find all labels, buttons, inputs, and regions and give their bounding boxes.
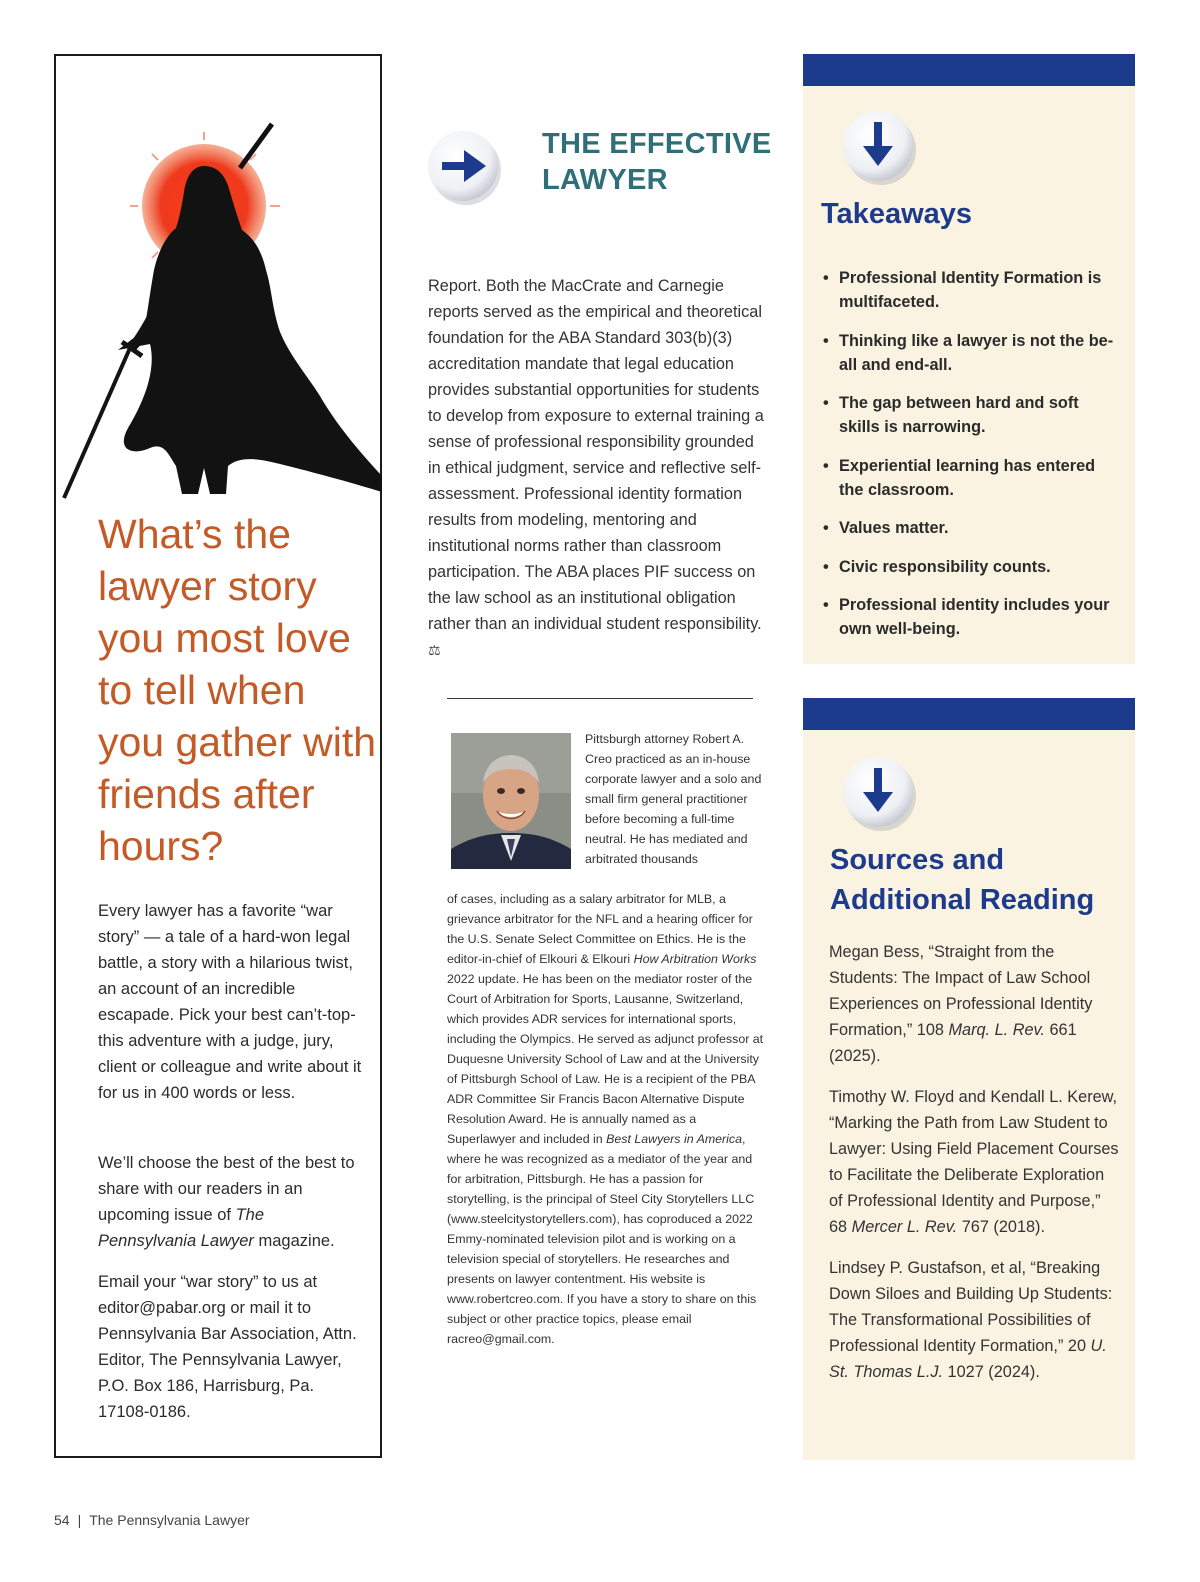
source-text: Lindsey P. Gustafson, et al, “Breaking Down Siloes and Building Up Students: The Transformational Possibilities of Professional Identity Formation,” 20 (829, 1259, 1113, 1355)
magazine-name: The Pennsylvania Lawyer (98, 1206, 265, 1250)
takeaway-item (823, 593, 1123, 641)
article-body-paragraph (428, 273, 764, 663)
source-entry (829, 939, 1119, 1069)
takeaways-title: Takeaways (821, 198, 973, 230)
bullet-icon: • (823, 596, 829, 614)
author-photo (451, 733, 571, 869)
author-bio-intro: Pittsburgh attorney Robert A. Creo practiced as an in-house corporate lawyer and a solo and small firm general practitioner before becoming a full-time neutral. He has mediated and arbitrated thousands (585, 732, 762, 866)
takeaway-text: Civic responsibility counts. (839, 557, 1051, 576)
takeaways-panel (803, 54, 1135, 664)
bullet-icon: • (823, 519, 829, 537)
bullet-icon: • (823, 557, 829, 576)
bullet-icon: • (823, 456, 829, 475)
journal-name: Marq. L. Rev. (948, 1021, 1045, 1039)
takeaway-item (823, 266, 1123, 314)
bio-text-3: , where he was recognized as a mediator of the year and for arbitration, Pittsburgh. He has a passion for storytelling, is the principal of Steel City Storytellers LLC (www.steelcitystorytellers.com), has coproduced a 2022 Emmy-nominated television pilot and is working on a television special of storytellers. He researches and presents on lawyer contentment. His website is www.robertcreo.com. If you have a story to share on this subject or other practice topics, please email racreo@gmail.com. (447, 1132, 757, 1346)
takeaway-text: Experiential learning has entered the classroom. (839, 456, 1096, 499)
takeaway-text: The gap between hard and soft skills is narrowing. (839, 394, 1079, 436)
takeaways-list (823, 266, 1123, 656)
promo-paragraph-contact: Email your “war story” to us at editor@pabar.org or mail it to Pennsylvania Bar Association, Attn. Editor, The Pennsylvania Lawyer, P.O. Box 186, Harrisburg, Pa. 17108-0186. (98, 1273, 357, 1421)
sources-list (829, 939, 1119, 1400)
article-body-text: Report. Both the MacCrate and Carnegie reports served as the empirical and theoretical foundation for the ABA Standard 303(b)(3) accreditation mandate that legal education provides substantial opportunities for students to develop from exposure to external training a sense of professional responsibility grounded in ethical judgment, service and reflective self-assessment. Professional identity formation results from modeling, mentoring and institutional norms rather than classroom participation. The ABA places PIF success on the law school as an institutional obligation rather than an individual student responsibility. (428, 277, 764, 633)
section-title-line-1: THE EFFECTIVE (542, 128, 772, 160)
takeaway-item (823, 555, 1123, 579)
promo-paragraph-selection (98, 1150, 366, 1254)
section-title (542, 126, 782, 198)
arrow-down-icon (839, 108, 919, 188)
source-entry (829, 1084, 1119, 1240)
publication-title: Best Lawyers in America (606, 1132, 743, 1146)
takeaways-header-bar (803, 54, 1135, 86)
sources-title: Sources and Additional Reading (830, 844, 1095, 916)
arrow-right-icon (424, 128, 504, 208)
takeaway-item (823, 454, 1123, 502)
journal-name: U. St. Thomas L.J. (829, 1337, 1107, 1381)
warrior-silhouette-icon (58, 106, 384, 546)
promo-question-heading: What’s the lawyer story you most love to tell when you gather with friends after hours? (98, 511, 377, 869)
source-text: Megan Bess, “Straight from the Students: The Impact of Law School Experiences on Professional Identity Formation,” 108 (829, 943, 1093, 1039)
source-entry (829, 1255, 1119, 1385)
source-citation: 767 (2018). (957, 1218, 1046, 1236)
arrow-down-icon (839, 754, 919, 834)
source-citation: 661 (2025). (829, 1021, 1077, 1065)
promo-paragraph-intro: Every lawyer has a favorite “war story” — a tale of a hard-won legal battle, a story with a hilarious twist, an account of an incredible escapade. Pick your best can’t-top-this adventure with a judge, jury, client or colleague and write about it for us in 400 words or less. (98, 902, 362, 1102)
takeaway-item (823, 391, 1123, 439)
journal-name: Mercer L. Rev. (851, 1218, 958, 1236)
sources-header-bar (803, 698, 1135, 730)
section-title-line-2: LAWYER (542, 164, 668, 196)
publication-name: The Pennsylvania Lawyer (89, 1512, 250, 1528)
takeaway-text: Thinking like a lawyer is not the be-all and end-all. (839, 331, 1114, 374)
promo-p2-tail: magazine. (253, 1232, 335, 1250)
takeaway-item (823, 329, 1123, 377)
takeaway-text: Values matter. (839, 519, 949, 537)
bio-text-2: 2022 update. He has been on the mediator roster of the Court of Arbitration for Sports, Lausanne, Switzerland, which provides ADR services for international sports, including the Olympics. He served as adjunct professor at Duquesne University School of Law and at the University of Pittsburgh School of Law. He is a recipient of the PBA ADR Committee Sir Francis Bacon Alternative Dispute Resolution Award. He is annually named as a Superlawyer and included in (447, 972, 764, 1146)
takeaway-text: Professional Identity Formation is multifaceted. (839, 269, 1102, 311)
bio-text-1: of cases, including as a salary arbitrator for MLB, a grievance arbitrator for the NFL and a hearing officer for the U.S. Senate Select Committee on Ethics. He is the editor-in-chief of Elkouri & Elkouri (447, 892, 753, 966)
page-footer (54, 1512, 250, 1528)
book-title: How Arbitration Works (633, 952, 757, 966)
bullet-icon: • (823, 331, 829, 350)
bullet-icon: • (823, 394, 829, 412)
takeaway-text: Professional identity includes your own well-being. (839, 596, 1110, 638)
war-story-promo-box (54, 54, 382, 1458)
promo-p2-text: We’ll choose the best of the best to share with our readers in an upcoming issue of (98, 1154, 355, 1224)
source-citation: 1027 (2024). (943, 1363, 1040, 1381)
footer-separator: | (77, 1512, 82, 1528)
page-number: 54 (54, 1512, 70, 1528)
end-mark-icon: ⚖ (428, 642, 441, 658)
author-bio-continued (447, 889, 765, 1349)
sources-panel (803, 698, 1135, 1460)
bio-divider (447, 698, 753, 699)
source-text: Timothy W. Floyd and Kendall L. Kerew, “Marking the Path from Law Student to Lawyer: Using Field Placement Courses to Facilitate the Deliberate Exploration of Professional Identity and Purpose,” 68 (829, 1088, 1119, 1236)
takeaway-item (823, 516, 1123, 540)
bullet-icon: • (823, 269, 829, 287)
